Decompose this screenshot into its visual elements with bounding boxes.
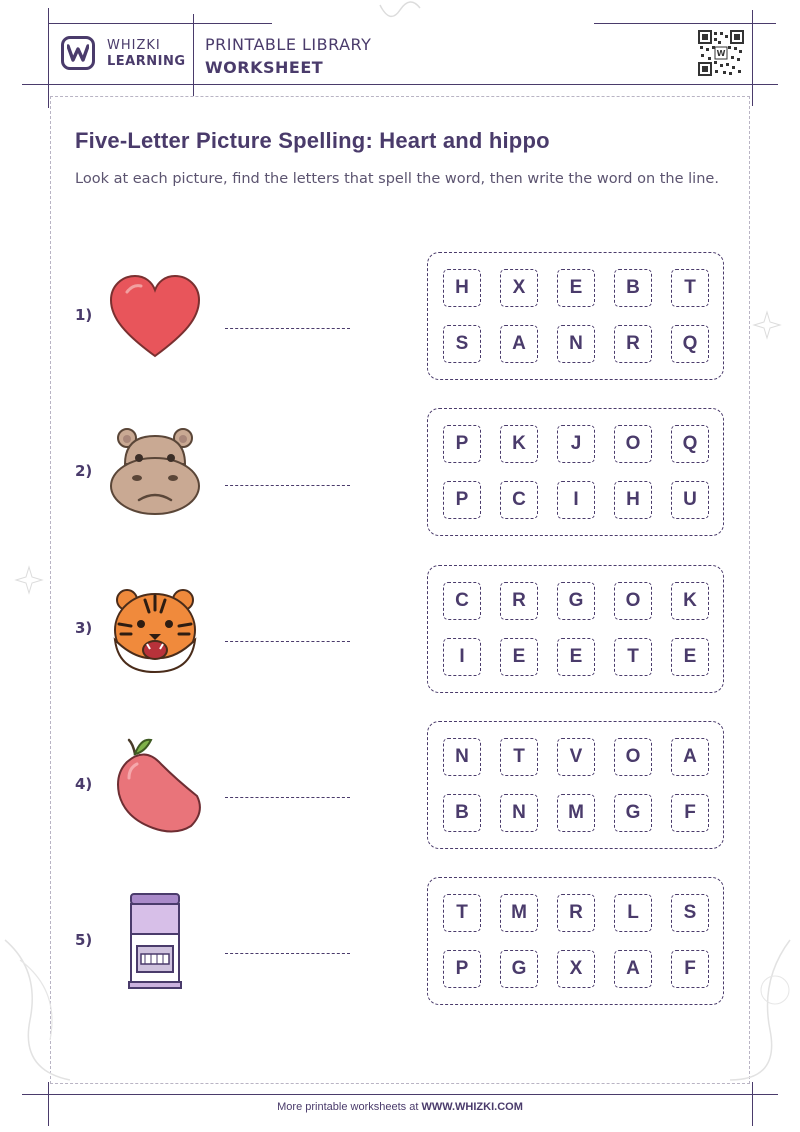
brand-name: WHIZKI: [107, 38, 161, 53]
hippo-icon: [105, 424, 205, 524]
answer-line[interactable]: [225, 641, 350, 642]
letter-tile[interactable]: T: [614, 638, 652, 676]
decorative-sketch-top: [370, 0, 430, 30]
letter-tile[interactable]: U: [671, 481, 709, 519]
letter-box: [427, 408, 724, 536]
letter-tile[interactable]: C: [500, 481, 538, 519]
heart-icon: [105, 270, 205, 370]
letter-tile[interactable]: G: [614, 794, 652, 832]
letter-tile[interactable]: R: [614, 325, 652, 363]
letter-tile[interactable]: H: [614, 481, 652, 519]
footer: [0, 1101, 800, 1113]
letter-tile[interactable]: S: [443, 325, 481, 363]
letter-tile[interactable]: R: [500, 582, 538, 620]
letter-tile[interactable]: O: [614, 738, 652, 776]
question-number: 5): [75, 931, 93, 949]
letter-tile[interactable]: G: [557, 582, 595, 620]
header-top-line-left: [48, 23, 272, 24]
letter-tile[interactable]: Q: [671, 425, 709, 463]
question-number: 4): [75, 775, 93, 793]
letter-tile[interactable]: T: [671, 269, 709, 307]
letter-tile[interactable]: N: [443, 738, 481, 776]
letter-tile[interactable]: J: [557, 425, 595, 463]
letter-tile[interactable]: H: [443, 269, 481, 307]
question-number: 2): [75, 462, 93, 480]
header-left-vline: [48, 8, 49, 108]
letter-tile[interactable]: G: [500, 950, 538, 988]
footer-prefix: More printable worksheets at: [277, 1101, 422, 1113]
decorative-sketch-left: [14, 565, 44, 595]
letter-tile[interactable]: X: [500, 269, 538, 307]
letter-tile[interactable]: L: [614, 894, 652, 932]
header-bottom-line: [22, 84, 778, 85]
letter-tile[interactable]: E: [557, 269, 595, 307]
header-top-line-right: [594, 23, 776, 24]
letter-tile[interactable]: B: [614, 269, 652, 307]
header-divider-vline: [193, 14, 194, 96]
letter-tile[interactable]: O: [614, 582, 652, 620]
letter-tile[interactable]: K: [500, 425, 538, 463]
letter-tile[interactable]: P: [443, 950, 481, 988]
letter-box: [427, 721, 724, 849]
question-number: 3): [75, 619, 93, 637]
svg-text:W: W: [716, 49, 726, 58]
letter-tile[interactable]: P: [443, 425, 481, 463]
letter-tile[interactable]: N: [557, 325, 595, 363]
letter-tile[interactable]: C: [443, 582, 481, 620]
decorative-sketch-right: [752, 310, 782, 340]
letter-tile[interactable]: N: [500, 794, 538, 832]
letter-tile[interactable]: M: [500, 894, 538, 932]
letter-tile[interactable]: T: [443, 894, 481, 932]
brand-subname: LEARNING: [107, 54, 186, 69]
letter-tile[interactable]: A: [671, 738, 709, 776]
library-label: PRINTABLE LIBRARY: [205, 35, 372, 54]
footer-top-line: [22, 1094, 778, 1095]
answer-line[interactable]: [225, 953, 350, 954]
letter-tile[interactable]: A: [500, 325, 538, 363]
letter-tile[interactable]: Q: [671, 325, 709, 363]
letter-tile[interactable]: T: [500, 738, 538, 776]
letter-tile[interactable]: P: [443, 481, 481, 519]
answer-line[interactable]: [225, 328, 350, 329]
letter-box: [427, 565, 724, 693]
letter-tile[interactable]: X: [557, 950, 595, 988]
letter-tile[interactable]: F: [671, 950, 709, 988]
letter-box: [427, 252, 724, 380]
letter-tile[interactable]: E: [500, 638, 538, 676]
letter-tile[interactable]: E: [557, 638, 595, 676]
letter-tile[interactable]: M: [557, 794, 595, 832]
letter-tile[interactable]: I: [443, 638, 481, 676]
decorative-sketch-bottom-left: [0, 930, 120, 1090]
tiger-icon: [105, 580, 205, 680]
letter-tile[interactable]: B: [443, 794, 481, 832]
question-number: 1): [75, 306, 93, 324]
letter-tile[interactable]: I: [557, 481, 595, 519]
w-logo-icon: [61, 36, 95, 70]
letter-tile[interactable]: F: [671, 794, 709, 832]
mango-icon: [105, 736, 205, 836]
stamp-icon: [105, 892, 205, 992]
letter-tile[interactable]: O: [614, 425, 652, 463]
letter-tile[interactable]: R: [557, 894, 595, 932]
letter-tile[interactable]: V: [557, 738, 595, 776]
letter-tile[interactable]: A: [614, 950, 652, 988]
letter-tile[interactable]: K: [671, 582, 709, 620]
page-title: Five-Letter Picture Spelling: Heart and hippo: [75, 128, 550, 153]
letter-tile[interactable]: E: [671, 638, 709, 676]
letter-box: [427, 877, 724, 1005]
worksheet-label: WORKSHEET: [205, 58, 324, 77]
answer-line[interactable]: [225, 485, 350, 486]
answer-line[interactable]: [225, 797, 350, 798]
qr-code-icon[interactable]: [698, 30, 744, 76]
header-right-vline: [752, 10, 753, 106]
instructions-text: Look at each picture, find the letters that spell the word, then write the word on the line.: [75, 171, 719, 187]
letter-tile[interactable]: S: [671, 894, 709, 932]
footer-site-link[interactable]: WWW.WHIZKI.COM: [421, 1101, 523, 1113]
